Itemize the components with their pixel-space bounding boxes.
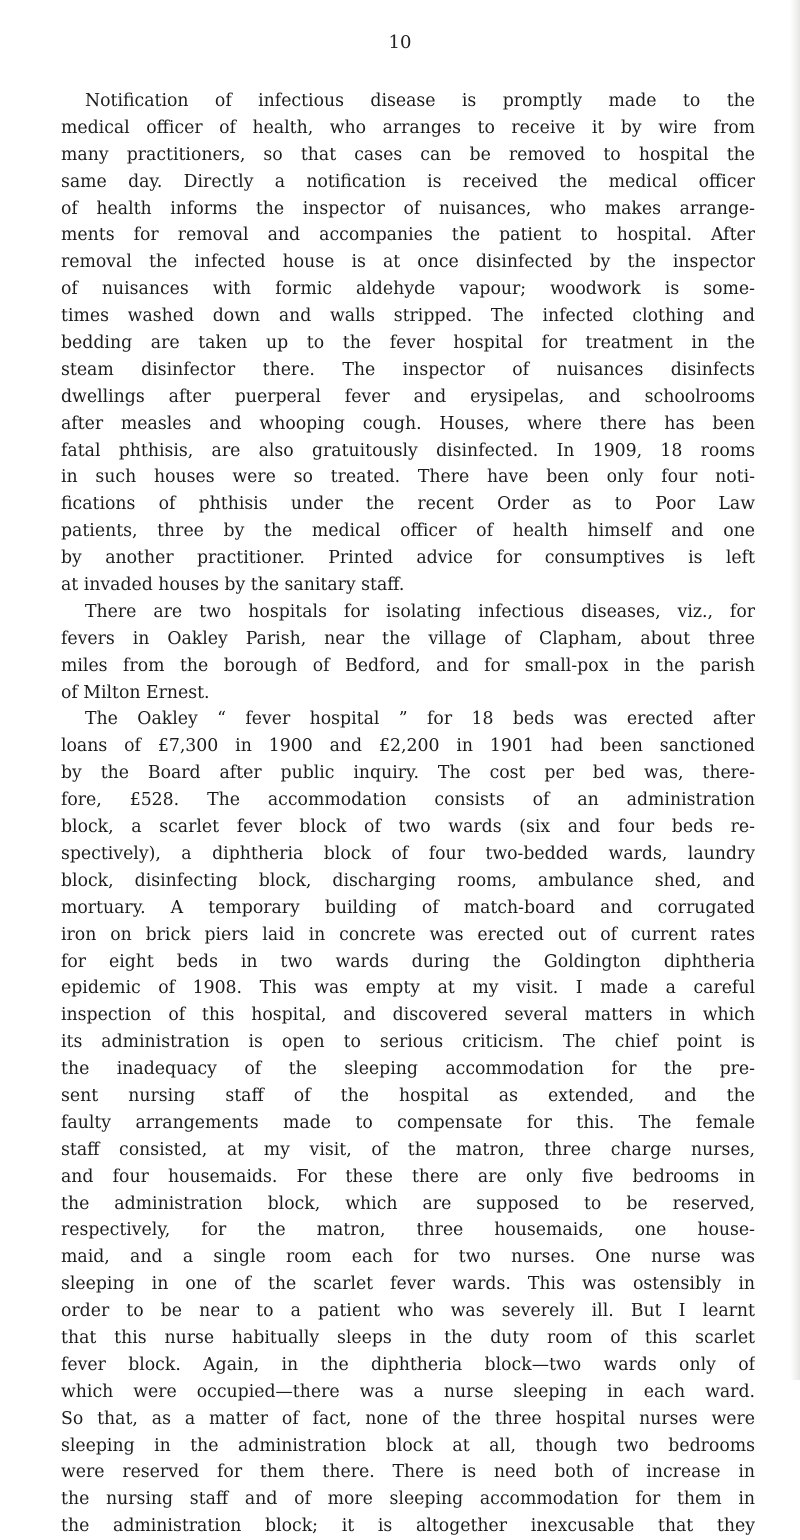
text-line: epidemic of 1908. This was empty at my visit. I made a careful [61, 978, 755, 999]
text-line: by the Board after public inquiry. The cost per bed was, there- [61, 763, 755, 784]
text-line: inspection of this hospital, and discovered several matters in which [61, 1005, 755, 1026]
text-line: same day. Directly a notification is received the medical officer [61, 171, 755, 192]
text-line: iron on brick piers laid in concrete was erected out of current rates [61, 924, 755, 945]
text-line: So that, as a matter of fact, none of the three hospital nurses were [61, 1408, 755, 1429]
text-line: the administration block, which are supposed to be reserved, [61, 1193, 755, 1214]
text-line: fevers in Oakley Parish, near the village of Clapham, about three [61, 628, 755, 649]
text-line: loans of £7,300 in 1900 and £2,200 in 1901 had been sanctioned [61, 736, 755, 757]
text-line: bedding are taken up to the fever hospital for treatment in the [61, 333, 755, 354]
text-line: staff consisted, at my visit, of the matron, three charge nurses, [61, 1139, 755, 1160]
text-line: fever block. Again, in the diphtheria block—two wards only of [61, 1354, 755, 1375]
text-line: block, a scarlet fever block of two wards (six and four beds re- [61, 817, 755, 838]
text-line: medical officer of health, who arranges to receive it by wire from [61, 117, 755, 138]
text-line: steam disinfector there. The inspector of nuisances disinfects [61, 359, 755, 380]
text-line: that this nurse habitually sleeps in the duty room of this scarlet [61, 1327, 755, 1348]
text-line: for eight beds in two wards during the Goldington diphtheria [61, 951, 755, 972]
page-edge-shadow [790, 0, 800, 1380]
text-line: respectively, for the matron, three housemaids, one house- [61, 1220, 755, 1241]
text-line: faulty arrangements made to compensate for this. The female [61, 1112, 755, 1133]
text-line: which were occupied—there was a nurse sleeping in each ward. [61, 1381, 755, 1402]
text-line: sleeping in the administration block at all, though two bedrooms [61, 1435, 755, 1456]
text-line: the inadequacy of the sleeping accommodation for the pre- [61, 1059, 755, 1080]
text-line: spectively), a diphtheria block of four two-bedded wards, laundry [61, 843, 755, 864]
paragraph [61, 599, 755, 707]
text-line: mortuary. A temporary building of match-board and corrugated [61, 897, 755, 918]
text-line: miles from the borough of Bedford, and for small-pox in the parish [61, 655, 755, 676]
paragraph [61, 706, 755, 1540]
text-line: order to be near to a patient who was severely ill. But I learnt [61, 1301, 755, 1322]
text-line: the administration block; it is altogether inexcusable that they [61, 1516, 755, 1537]
paragraph [61, 88, 755, 599]
body-text [61, 88, 755, 1540]
text-line: block, disinfecting block, discharging rooms, ambulance shed, and [61, 870, 755, 891]
text-line: There are two hospitals for isolating infectious diseases, viz., for [85, 601, 755, 622]
text-line: its administration is open to serious criticism. The chief point is [61, 1032, 755, 1053]
text-line: sent nursing staff of the hospital as extended, and the [61, 1085, 755, 1106]
text-line: at invaded houses by the sanitary staff. [61, 575, 405, 596]
text-line: were reserved for them there. There is need both of increase in [61, 1462, 755, 1483]
text-line: fications of phthisis under the recent Order as to Poor Law [61, 494, 755, 515]
text-line: times washed down and walls stripped. The infected clothing and [61, 306, 755, 327]
text-line: dwellings after puerperal fever and erysipelas, and schoolrooms [61, 386, 755, 407]
text-line: and four housemaids. For these there are only five bedrooms in [61, 1166, 755, 1187]
text-line: by another practitioner. Printed advice for consumptives is left [61, 548, 755, 569]
text-line: of Milton Ernest. [61, 682, 210, 703]
text-line: Notification of infectious disease is promptly made to the [85, 91, 755, 111]
text-line: of nuisances with formic aldehyde vapour; woodwork is some- [61, 279, 755, 300]
text-line: fore, £528. The accommodation consists of an administration [61, 790, 755, 811]
text-line: in such houses were so treated. There have been only four noti- [61, 467, 755, 488]
page-number: 10 [388, 32, 412, 53]
text-line: ments for removal and accompanies the patient to hospital. After [61, 225, 755, 246]
text-line: The Oakley “ fever hospital ” for 18 beds was erected after [85, 709, 755, 730]
text-line: removal the infected house is at once disinfected by the inspector [61, 252, 755, 273]
text-line: of health informs the inspector of nuisances, who makes arrange- [61, 198, 755, 219]
text-line: after measles and whooping cough. Houses, where there has been [61, 413, 755, 434]
text-line: sleeping in one of the scarlet fever wards. This was ostensibly in [61, 1274, 755, 1295]
text-line: the nursing staff and of more sleeping accommodation for them in [61, 1489, 755, 1510]
text-line: fatal phthisis, are also gratuitously disinfected. In 1909, 18 rooms [61, 440, 755, 461]
text-line: patients, three by the medical officer of health himself and one [61, 521, 755, 542]
text-line: maid, and a single room each for two nurses. One nurse was [61, 1247, 755, 1268]
text-line: many practitioners, so that cases can be removed to hospital the [61, 144, 755, 165]
